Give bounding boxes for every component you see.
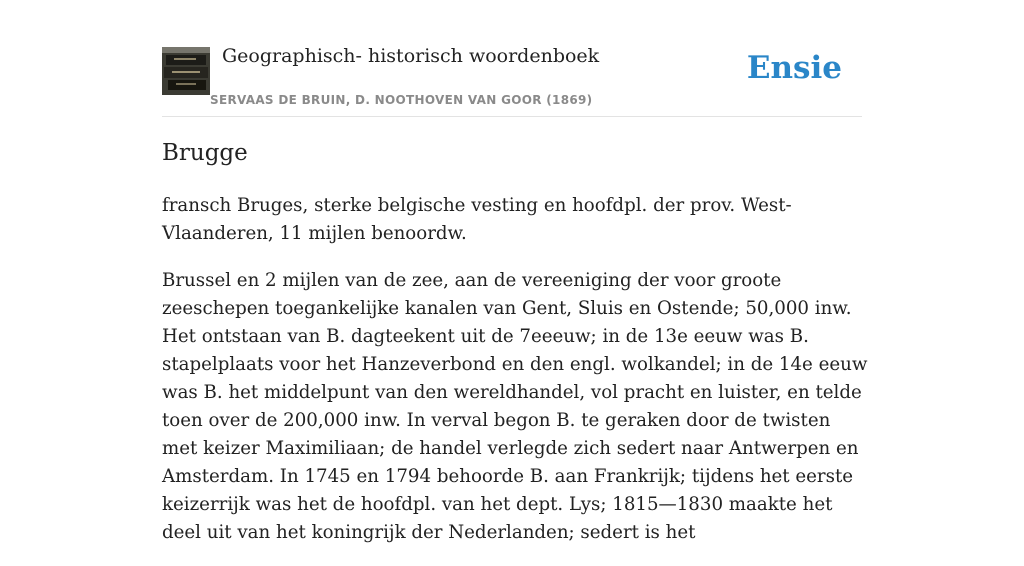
- header: [162, 0, 862, 117]
- book-cover-avatar[interactable]: [162, 47, 210, 95]
- entry-paragraph: Brussel en 2 mijlen van de zee, aan de vereeniging der voor groote zeeschepen toegankelijke kanalen van Gent, Sluis en Ostende; 50,000 inw. Het ontstaan van B. dagteekent uit de 7eeeuw; in de 13e eeuw was B. stapelplaats voor het Hanzeverbond en den engl. wolkandel; in de 14e eeuw was B. het middelpunt van den wereldhandel, vol pracht en luister, en telde toen over de 200,000 inw. In verval begon B. te geraken door de twisten met keizer Maximiliaan; de handel verlegde zich sedert naar Antwerpen en Amsterdam. In 1745 en 1794 behoorde B. aan Frankrijk; tijdens het eerste keizerrijk was het de hoofdpl. van het dept. Lys; 1815—1830 maakte het deel uit van het koningrijk der Nederlanden; sedert is het: [162, 270, 868, 543]
- entry-term: Brugge: [162, 140, 248, 166]
- ensie-logo-link[interactable]: Ensie: [746, 50, 842, 86]
- entry-paragraph: fransch Bruges, sterke belgische vesting en hoofdpl. der prov. West-Vlaanderen, 11 mijlen benoordw.: [162, 195, 792, 244]
- book-cover-image: [162, 47, 210, 95]
- entry-body: [162, 192, 870, 566]
- book-title[interactable]: Geographisch- historisch woordenboek: [222, 45, 600, 67]
- book-authors: SERVAAS DE BRUIN, D. NOOTHOVEN VAN GOOR (1869): [210, 93, 593, 107]
